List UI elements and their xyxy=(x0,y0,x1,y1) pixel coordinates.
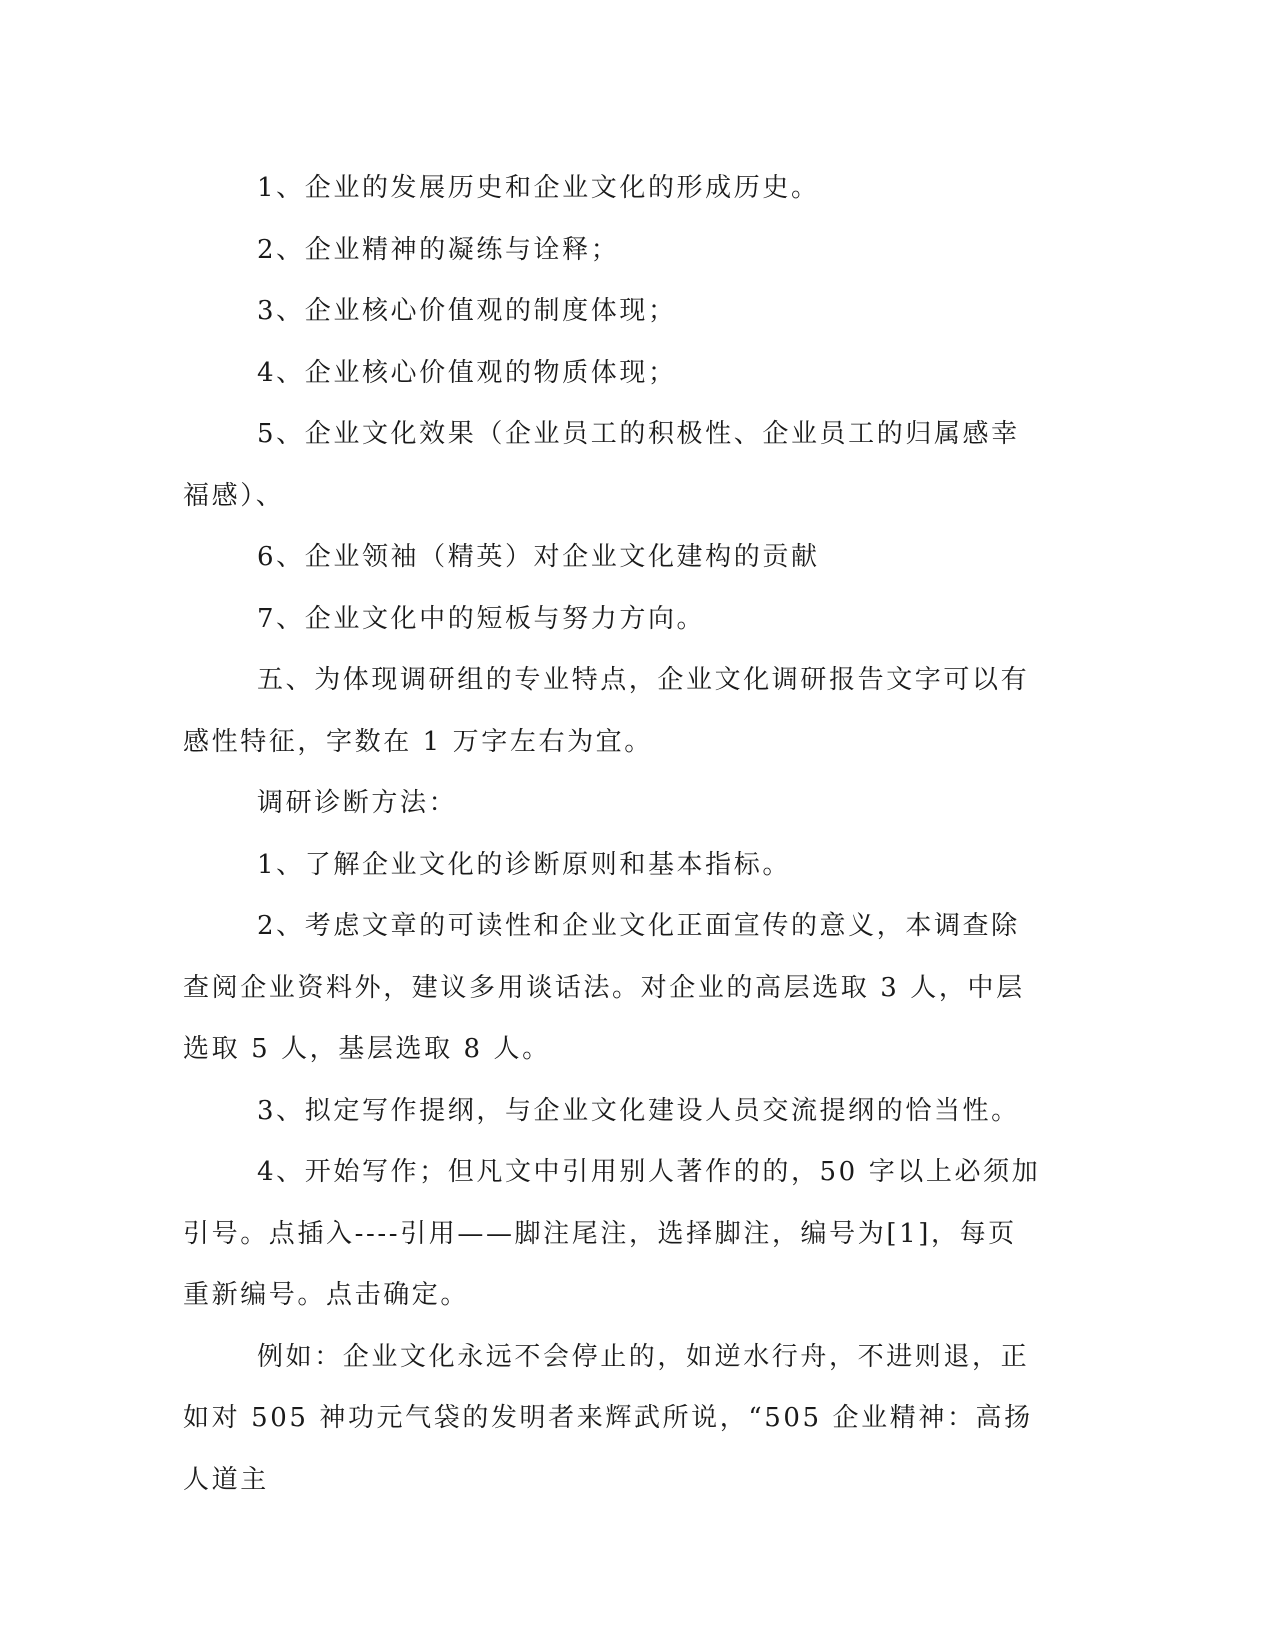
paragraph: 2、企业精神的凝练与诠释； xyxy=(257,234,620,265)
paragraph: 1、了解企业文化的诊断原则和基本指标。 xyxy=(257,849,791,880)
paragraph: 4、开始写作；但凡文中引用别人著作的的，50 字以上必须加引号。点插入----引用——脚注尾注，选择脚注，编号为[1]，每页重新编号。点击确定。 xyxy=(183,1157,1041,1310)
paragraph: 1、企业的发展历史和企业文化的形成历史。 xyxy=(257,173,820,203)
document-body xyxy=(183,158,1045,1511)
paragraph: 4、企业核心价值观的物质体现； xyxy=(257,357,677,388)
paragraph: 例如：企业文化永远不会停止的，如逆水行舟，不进则退，正如对 505 神功元气袋的发明者来辉武所说，“505 企业精神：高扬人道主 xyxy=(183,1341,1033,1495)
paragraph: 五、为体现调研组的专业特点，企业文化调研报告文字可以有感性特征，字数在 1 万字左右为宜。 xyxy=(183,665,1030,757)
paragraph: 2、考虑文章的可读性和企业文化正面宣传的意义，本调查除查阅企业资料外，建议多用谈话法。对企业的高层选取 3 人，中层选取 5 人，基层选取 8 人。 xyxy=(183,911,1025,1064)
paragraph: 调研诊断方法： xyxy=(257,788,458,818)
paragraph: 5、企业文化效果（企业员工的积极性、企业员工的归属感幸福感）、 xyxy=(183,419,1020,511)
paragraph: 3、企业核心价值观的制度体现； xyxy=(257,296,677,326)
paragraph: 7、企业文化中的短板与努力方向。 xyxy=(257,603,706,634)
paragraph: 6、企业领袖（精英）对企业文化建构的贡献 xyxy=(257,542,820,572)
paragraph: 3、拟定写作提纲，与企业文化建设人员交流提纲的恰当性。 xyxy=(257,1095,1020,1126)
